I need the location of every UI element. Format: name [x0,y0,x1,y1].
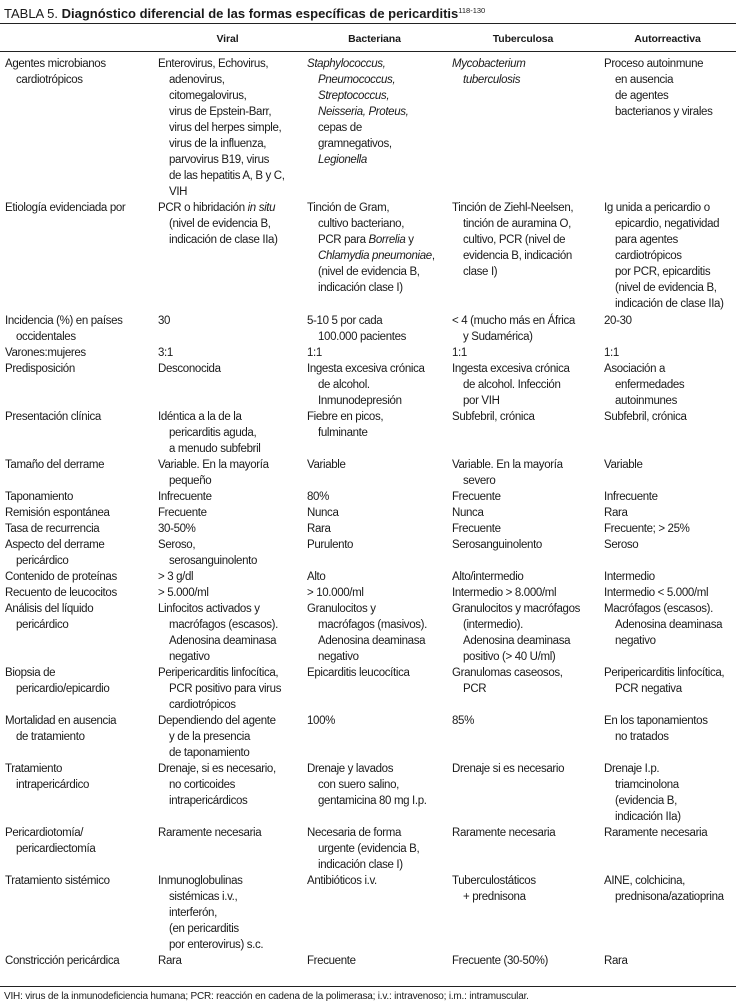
cell-viral: Drenaje, si es necesario, no corticoides intrapericárdicos [158,763,276,807]
table-row [0,521,736,537]
cell-autorreactiva: Asociación a enfermedades autoinmunes [604,363,685,407]
bottom-rule [0,986,736,987]
row-label: Predisposición [5,363,75,375]
cell-tuberculosa: Frecuente [452,491,501,503]
cell-viral: Rara [158,955,182,967]
cell-autorreactiva: Variable [604,459,643,471]
table-body [0,52,736,972]
table-row [0,825,736,873]
table-row [0,489,736,505]
cell-autorreactiva: Seroso [604,539,639,551]
cell-bacteriana: Rara [307,523,331,535]
cell-viral: Seroso, serosanguinolento [158,539,258,567]
cell-tuberculosa: Ingesta excesiva crónica de alcohol. Infección por VIH [452,363,570,407]
cell-viral: Linfocitos activados y macrófagos (escasos). Adenosina deaminasa negativo [158,603,278,663]
cell-autorreactiva: Subfebril, crónica [604,411,687,423]
cell-autorreactiva: Drenaje I.p. triamcinolona (evidencia B, indicación IIa) [604,763,681,823]
row-label: Remisión espontánea [5,507,110,519]
cell-autorreactiva: Ig unida a pericardio o epicardio, negatividad para agentes cardiotrópicos por PCR, epicarditis (nivel de evidencia B, indicación de clase IIa) [604,202,724,310]
top-rule [0,23,736,24]
cell-bacteriana: > 10.000/ml [307,587,364,599]
table-row [0,713,736,761]
cell-viral: Enterovirus, Echovirus, adenovirus, citomegalovirus, virus de Epstein-Barr, virus del herpes simple, virus de la influenza, parvovirus B19, virus de las hepatitis A, B y C, VIH [158,58,285,198]
table-row [0,345,736,361]
cell-bacteriana: Drenaje y lavados con suero salino, gentamicina 80 mg I.p. [307,763,427,807]
table-row [0,665,736,713]
cell-tuberculosa: Raramente necesaria [452,827,556,839]
cell-viral: Frecuente [158,507,207,519]
table-row [0,761,736,825]
cell-bacteriana: Alto [307,571,326,583]
row-label: Varones:mujeres [5,347,86,359]
cell-tuberculosa: Nunca [452,507,484,519]
row-label: Presentación clínica [5,411,101,423]
cell-autorreactiva: Rara [604,507,628,519]
row-label: Agentes microbianos cardiotrópicos [5,58,106,86]
cell-tuberculosa: Tuberculostáticos + prednisona [452,875,536,903]
cell-autorreactiva: Infrecuente [604,491,658,503]
cell-tuberculosa: Tinción de Ziehl-Neelsen, tinción de auramina O, cultivo, PCR (nivel de evidencia B, indicación clase I) [452,202,574,278]
cell-tuberculosa: 85% [452,715,474,727]
cell-bacteriana: 100% [307,715,336,727]
cell-autorreactiva: En los taponamientos no tratados [604,715,708,743]
cell-viral: 30 [158,315,171,327]
row-label: Mortalidad en ausencia de tratamiento [5,715,117,743]
table-row [0,200,736,313]
cell-viral: 30-50% [158,523,196,535]
row-label: Análisis del líquido pericárdico [5,603,94,631]
column-header-tuberculosa: Tuberculosa [447,26,599,52]
table-row [0,601,736,665]
cell-bacteriana: 5-10 5 por cada 100.000 pacientes [307,315,407,343]
table-row [0,585,736,601]
cell-autorreactiva: Rara [604,955,628,967]
cell-autorreactiva: Peripericarditis linfocítica, PCR negativa [604,667,725,695]
cell-autorreactiva: 1:1 [604,347,619,359]
footnote: VIH: virus de la inmunodeficiencia humana; PCR: reacción en cadena de la polimerasa; i.v.: intravenoso; i.m.: intramuscular. [4,991,529,1002]
cell-autorreactiva: Raramente necesaria [604,827,708,839]
row-label: Incidencia (%) en países occidentales [5,315,123,343]
cell-tuberculosa: Intermedio > 8.000/ml [452,587,557,599]
row-label: Pericardiotomía/ pericardiectomía [5,827,96,855]
row-label: Biopsia de pericardio/epicardio [5,667,110,695]
table-row [0,457,736,489]
table-row [0,52,736,201]
table-row [0,409,736,457]
cell-bacteriana: Variable [307,459,346,471]
cell-viral: Variable. En la mayoría pequeño [158,459,269,487]
table-row [0,953,736,971]
cell-tuberculosa: < 4 (mucho más en África y Sudamérica) [452,315,575,343]
cell-viral: PCR o hibridación in situ (nivel de evidencia B, indicación de clase IIa) [158,202,278,246]
table-caption [4,3,485,22]
cell-tuberculosa: Frecuente (30-50%) [452,955,548,967]
table-row [0,873,736,953]
cell-viral: Peripericarditis linfocítica, PCR positivo para virus cardiotrópicos [158,667,282,711]
table-title: Diagnóstico diferencial de las formas específicas de pericarditis [61,6,459,21]
cell-autorreactiva: 20-30 [604,315,632,327]
cell-tuberculosa: Mycobacterium tuberculosis [452,58,526,86]
cell-tuberculosa: Drenaje si es necesario [452,763,565,775]
header-row [0,26,736,52]
cell-viral: Dependiendo del agente y de la presencia de taponamiento [158,715,276,759]
row-label: Recuento de leucocitos [5,587,117,599]
cell-bacteriana: Frecuente [307,955,356,967]
cell-bacteriana: Ingesta excesiva crónica de alcohol. Inmunodepresión [307,363,425,407]
cell-bacteriana: 80% [307,491,329,503]
cell-tuberculosa: Frecuente [452,523,501,535]
cell-tuberculosa: Granulocitos y macrófagos (intermedio). Adenosina deaminasa positivo (> 40 U/ml) [452,603,581,663]
cell-viral: 3:1 [158,347,173,359]
row-label: Constricción pericárdica [5,955,120,967]
cell-tuberculosa: Variable. En la mayoría severo [452,459,563,487]
column-header-viral: Viral [153,26,302,52]
cell-bacteriana: Necesaria de forma urgente (evidencia B, indicación clase I) [307,827,420,871]
cell-autorreactiva: Proceso autoinmune en ausencia de agentes bacterianos y virales [604,58,713,118]
row-label: Tamaño del derrame [5,459,105,471]
cell-viral: > 3 g/dl [158,571,194,583]
table-row [0,361,736,409]
cell-tuberculosa: Serosanguinolento [452,539,542,551]
cell-autorreactiva: Intermedio [604,571,655,583]
cell-bacteriana: Antibióticos i.v. [307,875,377,887]
cell-autorreactiva: Intermedio < 5.000/ml [604,587,709,599]
cell-viral: Idéntica a la de la pericarditis aguda, a menudo subfebril [158,411,261,455]
table-row [0,537,736,569]
cell-bacteriana: 1:1 [307,347,322,359]
cell-bacteriana: Nunca [307,507,339,519]
cell-autorreactiva: AINE, colchicina, prednisona/azatioprina [604,875,724,903]
row-label: Etiología evidenciada por [5,202,126,214]
cell-viral: Inmunoglobulinas sistémicas i.v., interferón, (en pericarditis por enterovirus) s.c. [158,875,264,951]
cell-bacteriana: Staphylococcus, Pneumococcus, Streptococcus, Neisseria, Proteus, cepas de gramnegativos, Legionella [307,58,409,166]
row-label: Taponamiento [5,491,74,503]
cell-bacteriana: Epicarditis leucocítica [307,667,410,679]
column-header-bacteriana: Bacteriana [302,26,447,52]
cell-autorreactiva: Frecuente; > 25% [604,523,690,535]
cell-viral: Raramente necesaria [158,827,262,839]
table-row [0,313,736,345]
table-references: 118-130 [458,6,486,15]
cell-viral: Infrecuente [158,491,212,503]
cell-autorreactiva: Macrófagos (escasos). Adenosina deaminasa negativo [604,603,723,647]
cell-viral: Desconocida [158,363,221,375]
column-header-empty [0,26,153,52]
differential-diagnosis-table [0,26,736,971]
cell-viral: > 5.000/ml [158,587,209,599]
cell-tuberculosa: Granulomas caseosos, PCR [452,667,563,695]
column-header-autorreactiva: Autorreactiva [599,26,736,52]
cell-tuberculosa: Subfebril, crónica [452,411,535,423]
cell-tuberculosa: Alto/intermedio [452,571,524,583]
cell-bacteriana: Granulocitos y macrófagos (masivos). Adenosina deaminasa negativo [307,603,427,663]
row-label: Tratamiento sistémico [5,875,110,887]
cell-bacteriana: Tinción de Gram, cultivo bacteriano, PCR para Borrelia y Chlamydia pneumoniae, (nivel de evidencia B, indicación clase I) [307,202,435,294]
cell-tuberculosa: 1:1 [452,347,467,359]
cell-bacteriana: Fiebre en picos, fulminante [307,411,384,439]
row-label: Contenido de proteínas [5,571,117,583]
table-row [0,505,736,521]
table-number: TABLA 5. [4,6,58,21]
cell-bacteriana: Purulento [307,539,354,551]
row-label: Tratamiento intrapericárdico [5,763,90,791]
row-label: Tasa de recurrencia [5,523,100,535]
table-row [0,569,736,585]
row-label: Aspecto del derrame pericárdico [5,539,105,567]
